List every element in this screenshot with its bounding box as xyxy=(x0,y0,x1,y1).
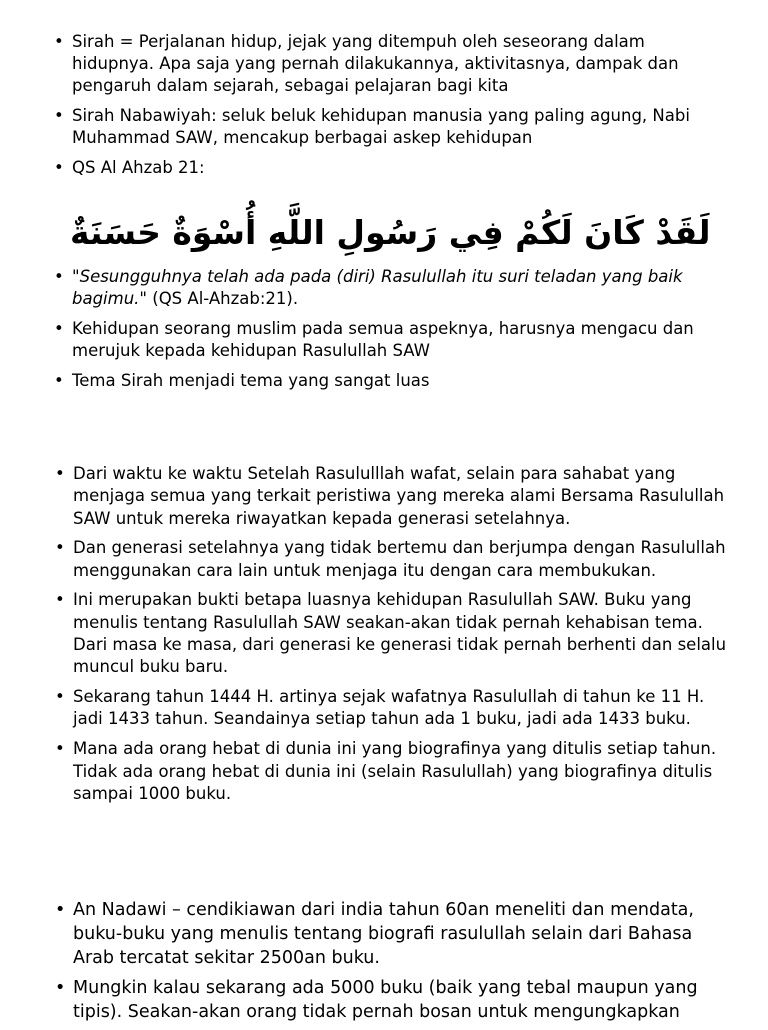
list-item: • Sirah = Perjalanan hidup, jejak yang ditempuh oleh seseorang dalam hidupnya. Apa saja yang pernah dilakukannya, aktivitasnya, dampak dan pengaruh dalam sejarah, sebagai pelajaran bagi kita xyxy=(54,31,728,97)
bullet-list xyxy=(55,898,718,1024)
list-item: • Ini merupakan bukti betapa luasnya kehidupan Rasulullah SAW. Buku yang menulis tentang Rasulullah SAW seakan-akan tidak pernah kehabisan tema. Dari masa ke masa, dari generasi ke generasi tidak pernah berhenti dan selalu muncul buku baru. xyxy=(55,589,728,678)
bullet-list xyxy=(55,463,728,805)
list-item: • Dari waktu ke waktu Setelah Rasululllah wafat, selain para sahabat yang menjaga semua yang terkait peristiwa yang mereka alami Bersama Rasulullah SAW untuk mereka riwayatkan kepada generasi setelahnya. xyxy=(55,463,728,530)
section-definition xyxy=(54,31,728,183)
translation-text: "Sesungguhnya telah ada pada (diri) Rasulullah itu suri teladan yang baik bagimu." xyxy=(72,267,683,308)
list-item: • Tema Sirah menjadi tema yang sangat luas xyxy=(54,370,728,392)
bullet-list xyxy=(54,266,728,392)
list-item: • An Nadawi – cendikiawan dari india tahun 60an meneliti dan mendata, buku-buku yang menulis tentang biografi rasulullah selain dari Bahasa Arab tercatat sekitar 2500an buku. xyxy=(55,898,718,970)
list-item: • Mana ada orang hebat di dunia ini yang biografinya yang ditulis setiap tahun. Tidak ada orang hebat di dunia ini (selain Rasulullah) yang biografinya ditulis sampai 1000 buku. xyxy=(55,738,728,805)
list-item: • Mungkin kalau sekarang ada 5000 buku (baik yang tebal maupun yang tipis). Seakan-akan orang tidak pernah bosan untuk mengungkapkan xyxy=(55,976,718,1024)
list-item: • Sirah Nabawiyah: seluk beluk kehidupan manusia yang paling agung, Nabi Muhammad SAW, mencakup berbagai askep kehidupan xyxy=(54,105,728,149)
translation-reference: (QS Al-Ahzab:21). xyxy=(147,289,299,308)
arabic-verse: لَقَدْ كَانَ لَكُمْ فِي رَسُولِ اللَّهِ أُسْوَةٌ حَسَنَةٌ xyxy=(70,213,711,252)
section-research xyxy=(55,898,718,1030)
section-translation xyxy=(54,266,728,400)
bullet-list xyxy=(54,31,728,179)
list-item: • QS Al Ahzab 21: xyxy=(54,157,728,179)
list-item: • Sekarang tahun 1444 H. artinya sejak wafatnya Rasulullah di tahun ke 11 H. jadi 1433 tahun. Seandainya setiap tahun ada 1 buku, jadi ada 1433 buku. xyxy=(55,686,728,731)
section-history xyxy=(55,463,728,813)
list-item: • Kehidupan seorang muslim pada semua aspeknya, harusnya mengacu dan merujuk kepada kehidupan Rasulullah SAW xyxy=(54,318,728,362)
list-item xyxy=(54,266,728,310)
list-item: • Dan generasi setelahnya yang tidak bertemu dan berjumpa dengan Rasulullah menggunakan cara lain untuk menjaga itu dengan cara membukukan. xyxy=(55,537,728,582)
